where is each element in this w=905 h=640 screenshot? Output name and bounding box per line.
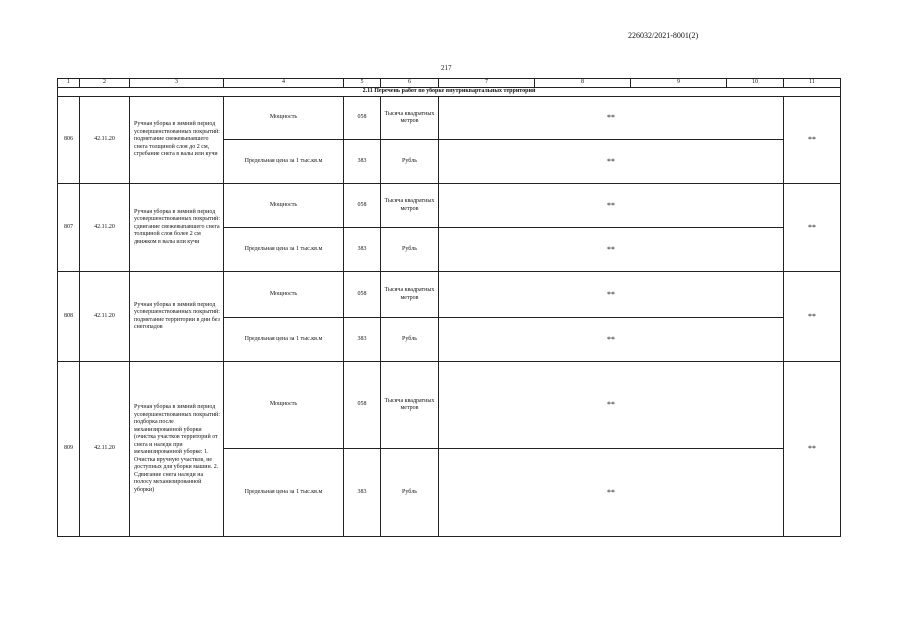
col-num: 1 xyxy=(58,79,80,88)
col-num: 9 xyxy=(631,79,727,88)
works-table xyxy=(57,78,841,537)
okei-code: 383 xyxy=(344,140,381,184)
value-cell: ** xyxy=(439,362,784,449)
col-num: 6 xyxy=(381,79,439,88)
col-num: 5 xyxy=(344,79,381,88)
indicator: Мощность xyxy=(224,97,344,140)
row-code: 42.11.20 xyxy=(80,272,130,362)
indicator: Предельная цена за 1 тыс.кв.м xyxy=(224,318,344,362)
unit: Тысяча квадратных метров xyxy=(381,184,439,228)
okei-code: 058 xyxy=(344,272,381,318)
col11-value: ** xyxy=(784,272,841,362)
row-number: 809 xyxy=(58,362,80,537)
col-num: 7 xyxy=(439,79,535,88)
value-cell: ** xyxy=(439,272,784,318)
col-num: 10 xyxy=(727,79,784,88)
unit: Тысяча квадратных метров xyxy=(381,97,439,140)
row-code: 42.11.20 xyxy=(80,97,130,184)
work-name: Ручная уборка в зимний период усовершенствованных покрытий: подборка после механизированной уборки (очистка участков территорий от снега и наледи при механизированной уборке: 1. Очистка вручную участков, не доступных для уборки машин. 2. Сдвигание снега наледи на полосу механизированной уборки) xyxy=(130,362,224,537)
row-code: 42.11.20 xyxy=(80,362,130,537)
col11-value: ** xyxy=(784,184,841,272)
indicator: Мощность xyxy=(224,184,344,228)
col-num: 8 xyxy=(535,79,631,88)
value-cell: ** xyxy=(439,184,784,228)
table-row xyxy=(58,184,841,228)
col-num: 11 xyxy=(784,79,841,88)
value-cell: ** xyxy=(439,318,784,362)
okei-code: 058 xyxy=(344,97,381,140)
indicator: Мощность xyxy=(224,362,344,449)
indicator: Мощность xyxy=(224,272,344,318)
indicator: Предельная цена за 1 тыс.кв.м xyxy=(224,449,344,537)
value-cell: ** xyxy=(439,449,784,537)
indicator: Предельная цена за 1 тыс.кв.м xyxy=(224,140,344,184)
col11-value: ** xyxy=(784,362,841,537)
unit: Тысяча квадратных метров xyxy=(381,272,439,318)
work-name: Ручная уборка в зимний период усовершенствованных покрытий: подметание свежевыпавшего снега толщиной слоя до 2 см, сгребание снега в валы или кучи xyxy=(130,97,224,184)
col-num: 4 xyxy=(224,79,344,88)
okei-code: 383 xyxy=(344,449,381,537)
column-numbers-row xyxy=(58,79,841,88)
work-name: Ручная уборка в зимний период усовершенствованных покрытий: подметание территории в дни без снегопадов xyxy=(130,272,224,362)
row-number: 807 xyxy=(58,184,80,272)
value-cell: ** xyxy=(439,228,784,272)
table-row xyxy=(58,362,841,449)
okei-code: 058 xyxy=(344,184,381,228)
unit: Тысяча квадратных метров xyxy=(381,362,439,449)
row-code: 42.11.20 xyxy=(80,184,130,272)
value-cell: ** xyxy=(439,140,784,184)
row-number: 806 xyxy=(58,97,80,184)
okei-code: 383 xyxy=(344,318,381,362)
table-row xyxy=(58,272,841,318)
work-name: Ручная уборка в зимний период усовершенствованных покрытий: сдвигание свежевыпавшего снега толщиной слоя более 2 см движком в валы или кучи xyxy=(130,184,224,272)
page-number: 217 xyxy=(441,64,452,72)
section-title: 2.11 Перечень работ по уборке внутриквартальных территорий xyxy=(58,88,841,97)
unit: Рубль xyxy=(381,228,439,272)
col-num: 2 xyxy=(80,79,130,88)
okei-code: 058 xyxy=(344,362,381,449)
row-number: 808 xyxy=(58,272,80,362)
okei-code: 383 xyxy=(344,228,381,272)
col11-value: ** xyxy=(784,97,841,184)
unit: Рубль xyxy=(381,449,439,537)
unit: Рубль xyxy=(381,140,439,184)
col-num: 3 xyxy=(130,79,224,88)
unit: Рубль xyxy=(381,318,439,362)
table-row xyxy=(58,97,841,140)
document-number: 226032/2021-8001(2) xyxy=(628,31,699,40)
indicator: Предельная цена за 1 тыс.кв.м xyxy=(224,228,344,272)
value-cell: ** xyxy=(439,97,784,140)
